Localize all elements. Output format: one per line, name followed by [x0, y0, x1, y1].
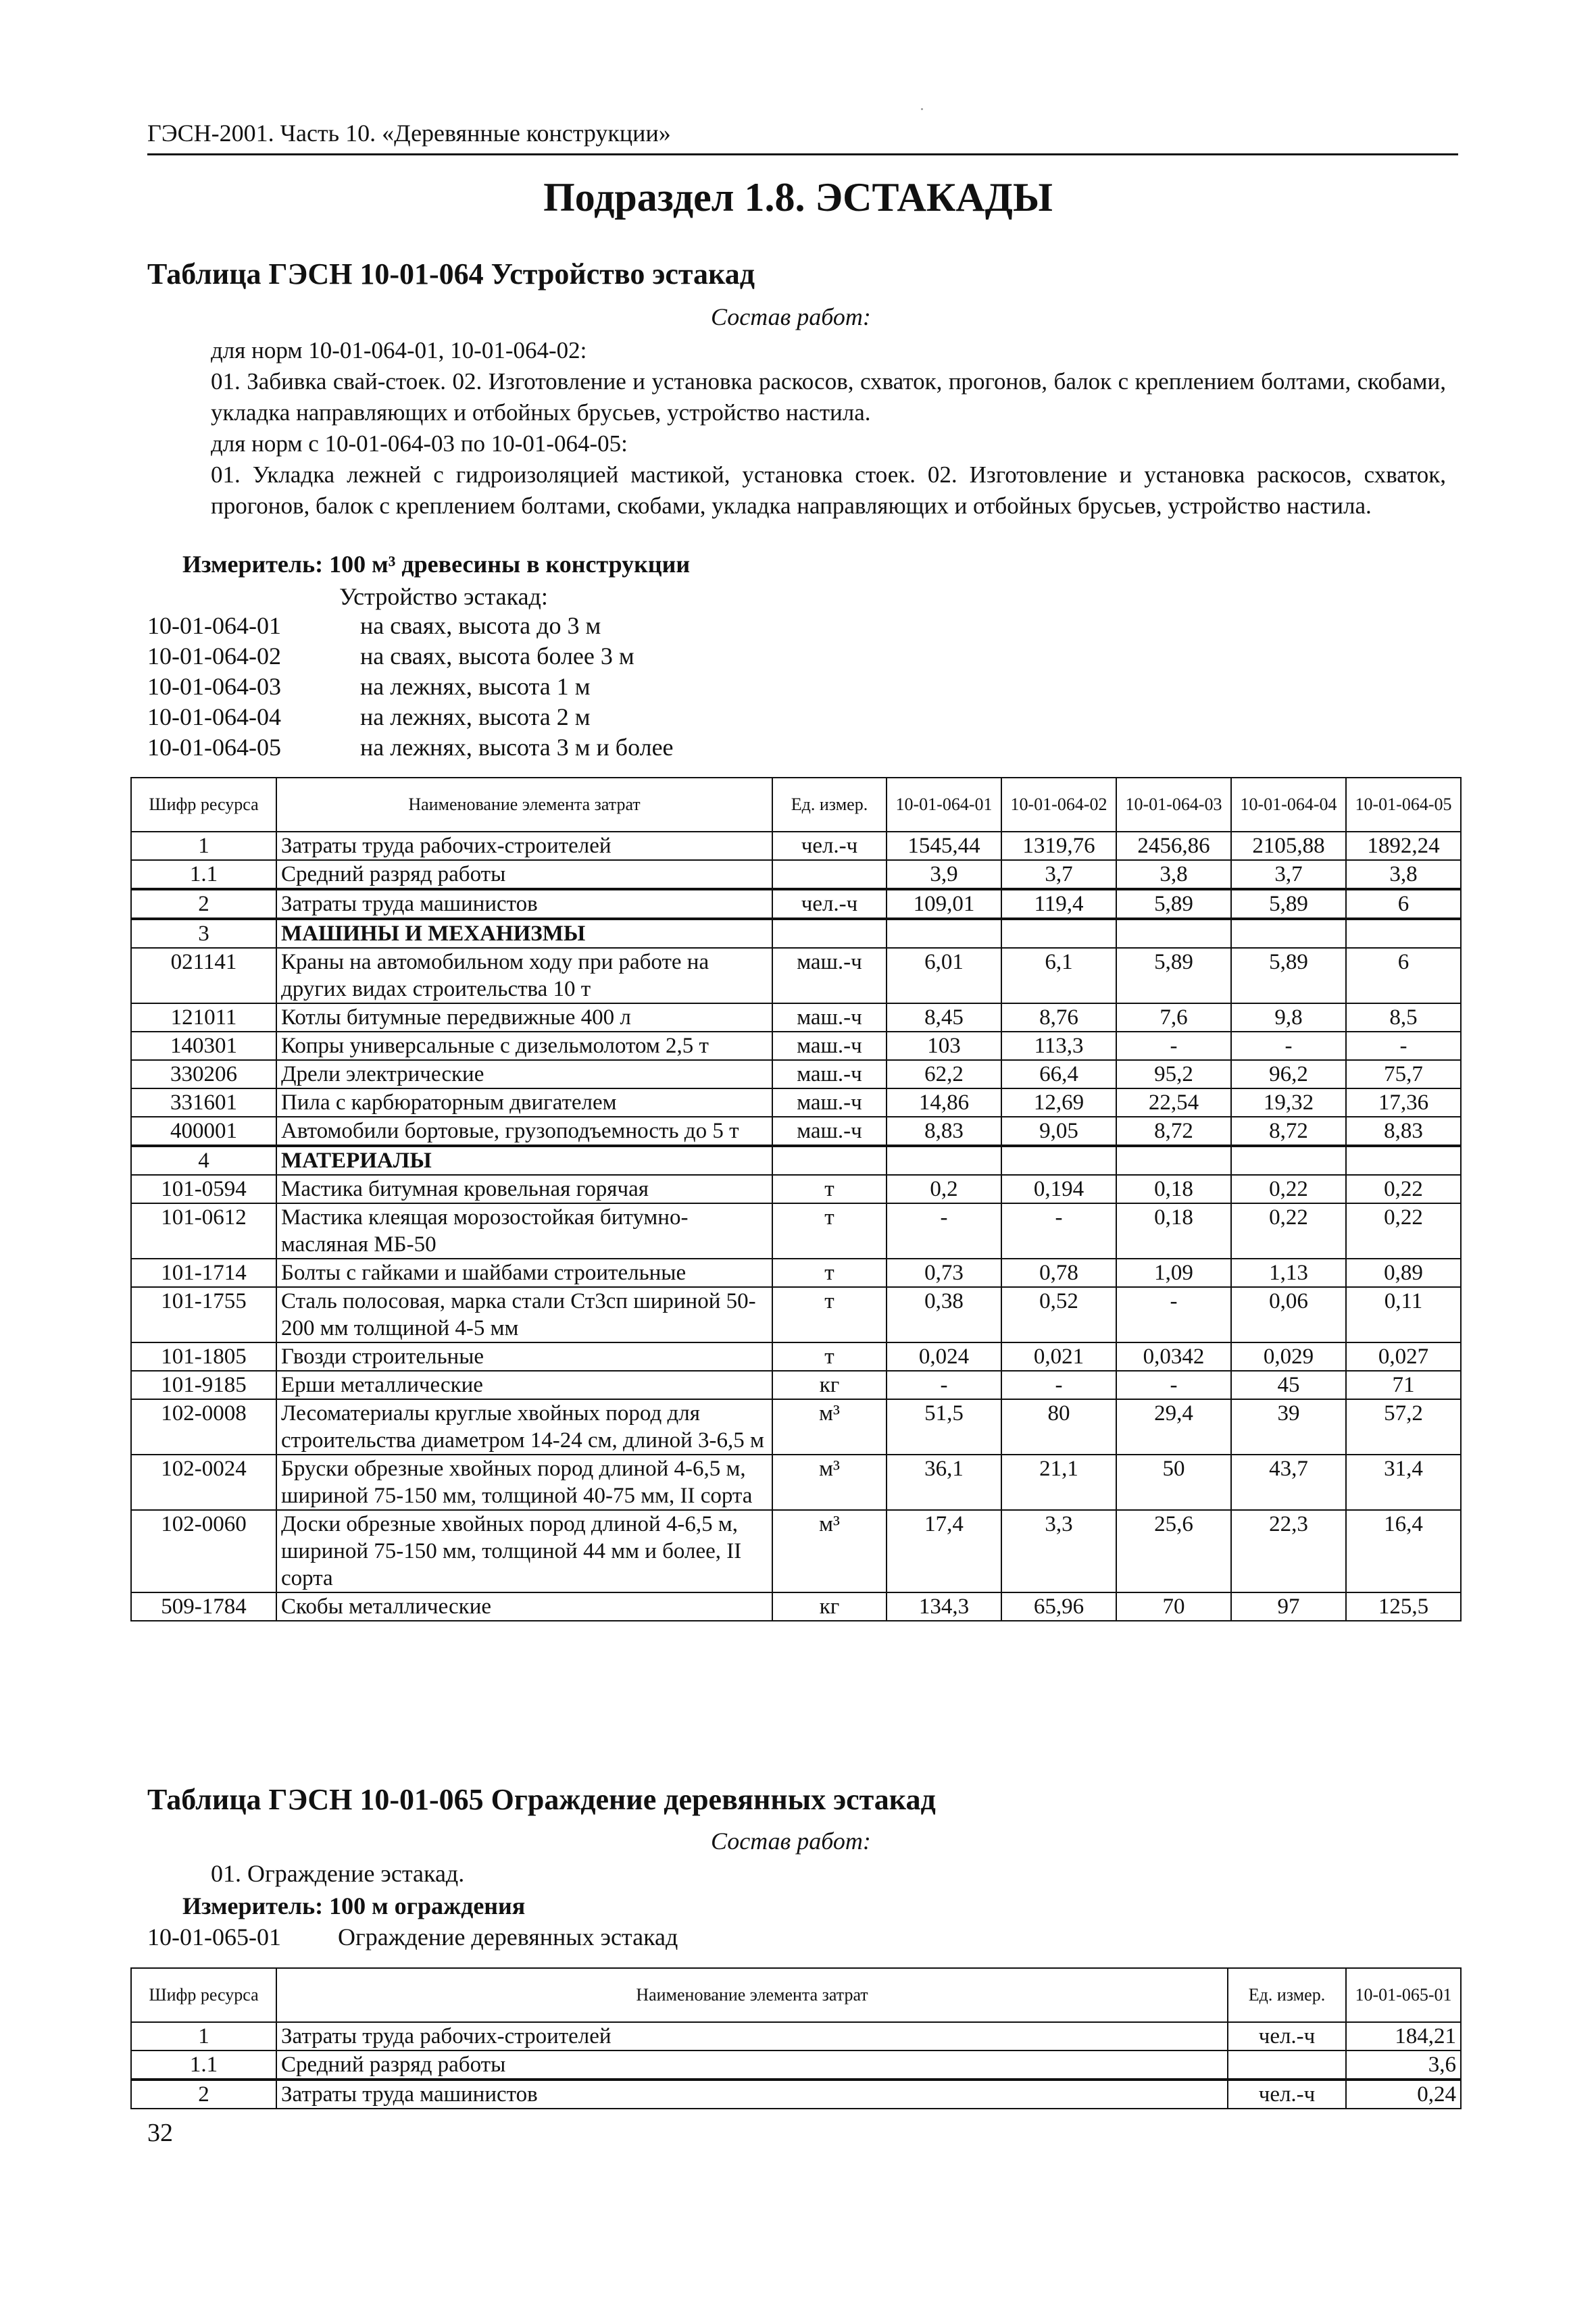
cell-value: 184,21 — [1346, 2022, 1461, 2051]
cell-value: 0,22 — [1346, 1175, 1461, 1203]
table1-norm-list — [147, 611, 674, 763]
cell-name: Пила с карбюраторным двигателем — [276, 1088, 772, 1117]
cell-name: Средний разряд работы — [276, 2051, 1228, 2080]
cell-value: 103 — [887, 1032, 1001, 1060]
cell-value: 0,73 — [887, 1259, 1001, 1287]
cell-value: 8,83 — [1346, 1117, 1461, 1146]
cell-name: Гвозди строительные — [276, 1342, 772, 1371]
cell-value: 66,4 — [1001, 1060, 1116, 1088]
norm-code: 10-01-064-03 — [147, 673, 281, 700]
cell-unit: т — [772, 1203, 887, 1259]
table-row — [131, 1259, 1461, 1287]
cell-unit: м³ — [772, 1510, 887, 1592]
cell-value: 71 — [1346, 1371, 1461, 1399]
col-head-norm: 10-01-064-04 — [1231, 778, 1346, 832]
table-row — [131, 1592, 1461, 1621]
cell-value: 9,8 — [1231, 1003, 1346, 1032]
cell-value: 0,06 — [1231, 1287, 1346, 1342]
table-row — [131, 1287, 1461, 1342]
cell-value: 109,01 — [887, 889, 1001, 919]
cell-value: 8,83 — [887, 1117, 1001, 1146]
cell-value: 3,8 — [1346, 860, 1461, 889]
table2-works: 01. Ограждение эстакад. — [211, 1860, 465, 1887]
cell-value — [1231, 919, 1346, 948]
table1-header-row — [131, 778, 1461, 832]
cell-name: Копры универсальные с дизельмолотом 2,5 т — [276, 1032, 772, 1060]
cell-code: 102-0060 — [131, 1510, 276, 1592]
cell-value: 16,4 — [1346, 1510, 1461, 1592]
cell-value: 2456,86 — [1116, 832, 1231, 860]
cell-name: Средний разряд работы — [276, 860, 772, 889]
cell-value: 125,5 — [1346, 1592, 1461, 1621]
cell-code: 021141 — [131, 948, 276, 1003]
cell-value: 0,22 — [1346, 1203, 1461, 1259]
cell-value: 1,13 — [1231, 1259, 1346, 1287]
cell-value: 19,32 — [1231, 1088, 1346, 1117]
cell-value: 50 — [1116, 1455, 1231, 1510]
cell-value — [887, 919, 1001, 948]
col-head-shifr: Шифр ресурса — [131, 1968, 276, 2022]
norm-desc: на сваях, высота до 3 м — [360, 612, 601, 639]
table-row — [131, 1203, 1461, 1259]
norm-item — [147, 611, 674, 641]
cell-value: 45 — [1231, 1371, 1346, 1399]
cell-unit — [772, 860, 887, 889]
col-head-norm: 10-01-064-03 — [1116, 778, 1231, 832]
cell-value: 3,7 — [1231, 860, 1346, 889]
cell-unit: маш.-ч — [772, 1060, 887, 1088]
cell-value: 65,96 — [1001, 1592, 1116, 1621]
cell-value: 0,027 — [1346, 1342, 1461, 1371]
cell-value: 3,6 — [1346, 2051, 1461, 2080]
cell-value: - — [1001, 1371, 1116, 1399]
cell-unit: т — [772, 1175, 887, 1203]
norm-code: 10-01-064-04 — [147, 703, 281, 730]
cell-value: 2105,88 — [1231, 832, 1346, 860]
cell-value: 22,54 — [1116, 1088, 1231, 1117]
cell-value: 113,3 — [1001, 1032, 1116, 1060]
cell-value: 5,89 — [1231, 948, 1346, 1003]
cell-value: - — [1116, 1287, 1231, 1342]
col-head-unit: Ед. измер. — [1228, 1968, 1346, 2022]
table-row — [131, 1342, 1461, 1371]
cell-code: 1 — [131, 832, 276, 860]
cell-value — [1231, 1146, 1346, 1175]
norm-item — [147, 672, 674, 702]
table-row — [131, 2022, 1461, 2051]
col-head-norm: 10-01-064-01 — [887, 778, 1001, 832]
cell-value — [1116, 1146, 1231, 1175]
cell-unit: маш.-ч — [772, 1003, 887, 1032]
cell-unit: кг — [772, 1592, 887, 1621]
table2-grid — [130, 1967, 1462, 2109]
table1-group-label: Устройство эстакад: — [339, 583, 548, 610]
cell-value: 5,89 — [1116, 948, 1231, 1003]
table2-measure: Измеритель: 100 м ограждения — [182, 1892, 526, 1919]
col-head-norm: 10-01-064-05 — [1346, 778, 1461, 832]
cell-value: 0,24 — [1346, 2080, 1461, 2109]
cell-code: 101-0612 — [131, 1203, 276, 1259]
cell-unit: чел.-ч — [1228, 2022, 1346, 2051]
section-title: Подраздел 1.8. ЭСТАКАДЫ — [543, 175, 1053, 220]
table-row — [131, 919, 1461, 948]
cell-code: 101-1714 — [131, 1259, 276, 1287]
cell-code: 4 — [131, 1146, 276, 1175]
cell-name: Мастика клеящая морозостойкая битумно-масляная МБ-50 — [276, 1203, 772, 1259]
cell-name: Затраты труда машинистов — [276, 2080, 1228, 2109]
cell-code: 101-1805 — [131, 1342, 276, 1371]
cell-value: 0,021 — [1001, 1342, 1116, 1371]
header-rule — [147, 153, 1458, 155]
cell-unit — [772, 919, 887, 948]
cell-unit: м³ — [772, 1455, 887, 1510]
table2-title: Таблица ГЭСН 10-01-065 Ограждение деревянных эстакад — [147, 1783, 936, 1816]
cell-value: 0,78 — [1001, 1259, 1116, 1287]
table1-sostav-label: Состав работ: — [711, 303, 871, 330]
cell-name: Дрели электрические — [276, 1060, 772, 1088]
cell-value — [887, 1146, 1001, 1175]
table-row — [131, 832, 1461, 860]
cell-value: 1319,76 — [1001, 832, 1116, 860]
cell-code: 509-1784 — [131, 1592, 276, 1621]
col-head-name: Наименование элемента затрат — [276, 778, 772, 832]
table-row — [131, 1060, 1461, 1088]
cell-unit: т — [772, 1259, 887, 1287]
cell-value: 9,05 — [1001, 1117, 1116, 1146]
table2-header-row — [131, 1968, 1461, 2022]
cell-value: 119,4 — [1001, 889, 1116, 919]
table-row — [131, 948, 1461, 1003]
cell-value: 3,3 — [1001, 1510, 1116, 1592]
cell-name: Краны на автомобильном ходу при работе на других видах строительства 10 т — [276, 948, 772, 1003]
cell-code: 1.1 — [131, 2051, 276, 2080]
cell-unit: м³ — [772, 1399, 887, 1455]
table-row — [131, 1032, 1461, 1060]
cell-value: 8,72 — [1116, 1117, 1231, 1146]
col-head-name: Наименование элемента затрат — [276, 1968, 1228, 2022]
cell-value: 22,3 — [1231, 1510, 1346, 1592]
cell-value: 6,01 — [887, 948, 1001, 1003]
cell-value: 70 — [1116, 1592, 1231, 1621]
cell-value: - — [887, 1203, 1001, 1259]
norm-item — [147, 732, 674, 763]
table1-grid — [130, 777, 1462, 1621]
cell-value: 51,5 — [887, 1399, 1001, 1455]
cell-name: МАТЕРИАЛЫ — [276, 1146, 772, 1175]
cell-name: Автомобили бортовые, грузоподъемность до 5 т — [276, 1117, 772, 1146]
norm-desc: на лежнях, высота 2 м — [360, 703, 591, 730]
cell-value: 1,09 — [1116, 1259, 1231, 1287]
cell-unit: чел.-ч — [772, 889, 887, 919]
table1-norms-b: для норм с 10-01-064-03 по 10-01-064-05: — [211, 430, 628, 457]
table2-norm-code: 10-01-065-01 — [147, 1923, 281, 1951]
cell-code: 101-0594 — [131, 1175, 276, 1203]
cell-code: 102-0008 — [131, 1399, 276, 1455]
cell-name: Затраты труда рабочих-строителей — [276, 832, 772, 860]
cell-value: 95,2 — [1116, 1060, 1231, 1088]
cell-name: Затраты труда машинистов — [276, 889, 772, 919]
cell-value: 0,194 — [1001, 1175, 1116, 1203]
cell-value: 8,45 — [887, 1003, 1001, 1032]
cell-unit: т — [772, 1287, 887, 1342]
cell-value: 17,4 — [887, 1510, 1001, 1592]
cell-value: 8,5 — [1346, 1003, 1461, 1032]
cell-value: 57,2 — [1346, 1399, 1461, 1455]
cell-value: 0,2 — [887, 1175, 1001, 1203]
table-row — [131, 2051, 1461, 2080]
cell-code: 331601 — [131, 1088, 276, 1117]
cell-code: 101-9185 — [131, 1371, 276, 1399]
cell-value: 29,4 — [1116, 1399, 1231, 1455]
cell-value: 36,1 — [887, 1455, 1001, 1510]
cell-value — [1116, 919, 1231, 948]
cell-value — [1346, 919, 1461, 948]
cell-value: 6,1 — [1001, 948, 1116, 1003]
norm-desc: на лежнях, высота 3 м и более — [360, 734, 674, 761]
cell-value: 6 — [1346, 889, 1461, 919]
cell-name: Мастика битумная кровельная горячая — [276, 1175, 772, 1203]
table-row — [131, 889, 1461, 919]
cell-value: - — [1116, 1371, 1231, 1399]
table-row — [131, 1117, 1461, 1146]
cell-name: Котлы битумные передвижные 400 л — [276, 1003, 772, 1032]
table-row — [131, 1146, 1461, 1175]
norm-item — [147, 641, 674, 672]
col-head-shifr: Шифр ресурса — [131, 778, 276, 832]
cell-code: 102-0024 — [131, 1455, 276, 1510]
running-title: ГЭСН-2001. Часть 10. «Деревянные конструкции» — [147, 120, 671, 147]
table2-norm-desc: Ограждение деревянных эстакад — [338, 1923, 678, 1951]
col-head-norm: 10-01-064-02 — [1001, 778, 1116, 832]
cell-code: 1 — [131, 2022, 276, 2051]
cell-code: 2 — [131, 889, 276, 919]
cell-code: 330206 — [131, 1060, 276, 1088]
cell-value: 3,8 — [1116, 860, 1231, 889]
cell-name: Доски обрезные хвойных пород длиной 4-6,5 м, шириной 75-150 мм, толщиной 44 мм и более, II сорта — [276, 1510, 772, 1592]
cell-value: 21,1 — [1001, 1455, 1116, 1510]
cell-value: 0,89 — [1346, 1259, 1461, 1287]
col-head-unit: Ед. измер. — [772, 778, 887, 832]
cell-value: 0,0342 — [1116, 1342, 1231, 1371]
cell-value: 1892,24 — [1346, 832, 1461, 860]
cell-value: 31,4 — [1346, 1455, 1461, 1510]
cell-value: 0,029 — [1231, 1342, 1346, 1371]
cell-name: Скобы металлические — [276, 1592, 772, 1621]
cell-value: - — [1231, 1032, 1346, 1060]
cell-name: Болты с гайками и шайбами строительные — [276, 1259, 772, 1287]
cell-value: 0,18 — [1116, 1175, 1231, 1203]
table-row — [131, 1088, 1461, 1117]
norm-desc: на лежнях, высота 1 м — [360, 673, 591, 700]
cell-value: 39 — [1231, 1399, 1346, 1455]
cell-value: 1545,44 — [887, 832, 1001, 860]
cell-value: 0,024 — [887, 1342, 1001, 1371]
cell-value: 97 — [1231, 1592, 1346, 1621]
cell-name: Затраты труда рабочих-строителей — [276, 2022, 1228, 2051]
cell-unit — [1228, 2051, 1346, 2080]
cell-value: 80 — [1001, 1399, 1116, 1455]
cell-code: 101-1755 — [131, 1287, 276, 1342]
table2-sostav-label: Состав работ: — [711, 1828, 871, 1855]
cell-name: Бруски обрезные хвойных пород длиной 4-6,5 м, шириной 75-150 мм, толщиной 40-75 мм, II сорта — [276, 1455, 772, 1510]
cell-value: - — [1346, 1032, 1461, 1060]
norm-code: 10-01-064-02 — [147, 643, 281, 670]
cell-unit: чел.-ч — [772, 832, 887, 860]
cell-value: 3,7 — [1001, 860, 1116, 889]
cell-unit: маш.-ч — [772, 1117, 887, 1146]
cell-value: - — [1116, 1032, 1231, 1060]
cell-value: 3,9 — [887, 860, 1001, 889]
cell-value — [1001, 1146, 1116, 1175]
cell-code: 2 — [131, 2080, 276, 2109]
scan-speck — [921, 108, 923, 110]
norm-code: 10-01-064-01 — [147, 612, 281, 639]
norm-code: 10-01-064-05 — [147, 734, 281, 761]
cell-value: 134,3 — [887, 1592, 1001, 1621]
cell-value: - — [1001, 1203, 1116, 1259]
cell-value: 17,36 — [1346, 1088, 1461, 1117]
cell-value: 14,86 — [887, 1088, 1001, 1117]
table-row — [131, 1399, 1461, 1455]
cell-value: 5,89 — [1116, 889, 1231, 919]
cell-code: 121011 — [131, 1003, 276, 1032]
table-row — [131, 1455, 1461, 1510]
cell-value: 62,2 — [887, 1060, 1001, 1088]
cell-value: 43,7 — [1231, 1455, 1346, 1510]
table-row — [131, 1003, 1461, 1032]
cell-name: Сталь полосовая, марка стали Ст3сп шириной 50-200 мм толщиной 4-5 мм — [276, 1287, 772, 1342]
cell-unit: т — [772, 1342, 887, 1371]
table-row — [131, 1175, 1461, 1203]
cell-value: - — [887, 1371, 1001, 1399]
cell-code: 400001 — [131, 1117, 276, 1146]
cell-value: 5,89 — [1231, 889, 1346, 919]
cell-value: 0,18 — [1116, 1203, 1231, 1259]
cell-name: МАШИНЫ И МЕХАНИЗМЫ — [276, 919, 772, 948]
cell-code: 140301 — [131, 1032, 276, 1060]
cell-unit: кг — [772, 1371, 887, 1399]
cell-unit: чел.-ч — [1228, 2080, 1346, 2109]
cell-unit: маш.-ч — [772, 1032, 887, 1060]
table-row — [131, 1371, 1461, 1399]
cell-value — [1001, 919, 1116, 948]
table1-works-b: 01. Укладка лежней с гидроизоляцией мастикой, установка стоек. 02. Изготовление и установка раскосов, схваток, прогонов, балок с креплением болтами, скобами, укладка направляющих и отбойных брусьев, устройство настила. — [211, 461, 1446, 519]
cell-value: 0,22 — [1231, 1203, 1346, 1259]
norm-item — [147, 702, 674, 732]
table1-norms-a: для норм 10-01-064-01, 10-01-064-02: — [211, 337, 587, 363]
cell-name: Ерши металлические — [276, 1371, 772, 1399]
cell-value: 25,6 — [1116, 1510, 1231, 1592]
table1-measure: Измеритель: 100 м³ древесины в конструкции — [182, 551, 691, 578]
cell-value — [1346, 1146, 1461, 1175]
cell-code: 1.1 — [131, 860, 276, 889]
cell-value: 6 — [1346, 948, 1461, 1003]
cell-value: 0,11 — [1346, 1287, 1461, 1342]
table-row — [131, 2080, 1461, 2109]
cell-value: 12,69 — [1001, 1088, 1116, 1117]
cell-code: 3 — [131, 919, 276, 948]
table1-description — [147, 335, 1446, 522]
cell-value: 8,72 — [1231, 1117, 1346, 1146]
table-row — [131, 1510, 1461, 1592]
page-number: 32 — [147, 2119, 173, 2147]
cell-value: 0,22 — [1231, 1175, 1346, 1203]
cell-unit: маш.-ч — [772, 1088, 887, 1117]
cell-value: 0,52 — [1001, 1287, 1116, 1342]
cell-value: 7,6 — [1116, 1003, 1231, 1032]
col-head-norm: 10-01-065-01 — [1346, 1968, 1461, 2022]
norm-desc: на сваях, высота более 3 м — [360, 643, 634, 670]
cell-value: 8,76 — [1001, 1003, 1116, 1032]
cell-value: 75,7 — [1346, 1060, 1461, 1088]
table1-works-a: 01. Забивка свай-стоек. 02. Изготовление и установка раскосов, схваток, прогонов, балок с креплением болтами, скобами, укладка направляющих и отбойных брусьев, устройство настила. — [211, 368, 1446, 426]
cell-unit — [772, 1146, 887, 1175]
cell-unit: маш.-ч — [772, 948, 887, 1003]
table1-title: Таблица ГЭСН 10-01-064 Устройство эстакад — [147, 257, 755, 291]
cell-value: 96,2 — [1231, 1060, 1346, 1088]
cell-value: 0,38 — [887, 1287, 1001, 1342]
cell-name: Лесоматериалы круглые хвойных пород для строительства диаметром 14-24 см, длиной 3-6,5 м — [276, 1399, 772, 1455]
table-row — [131, 860, 1461, 889]
